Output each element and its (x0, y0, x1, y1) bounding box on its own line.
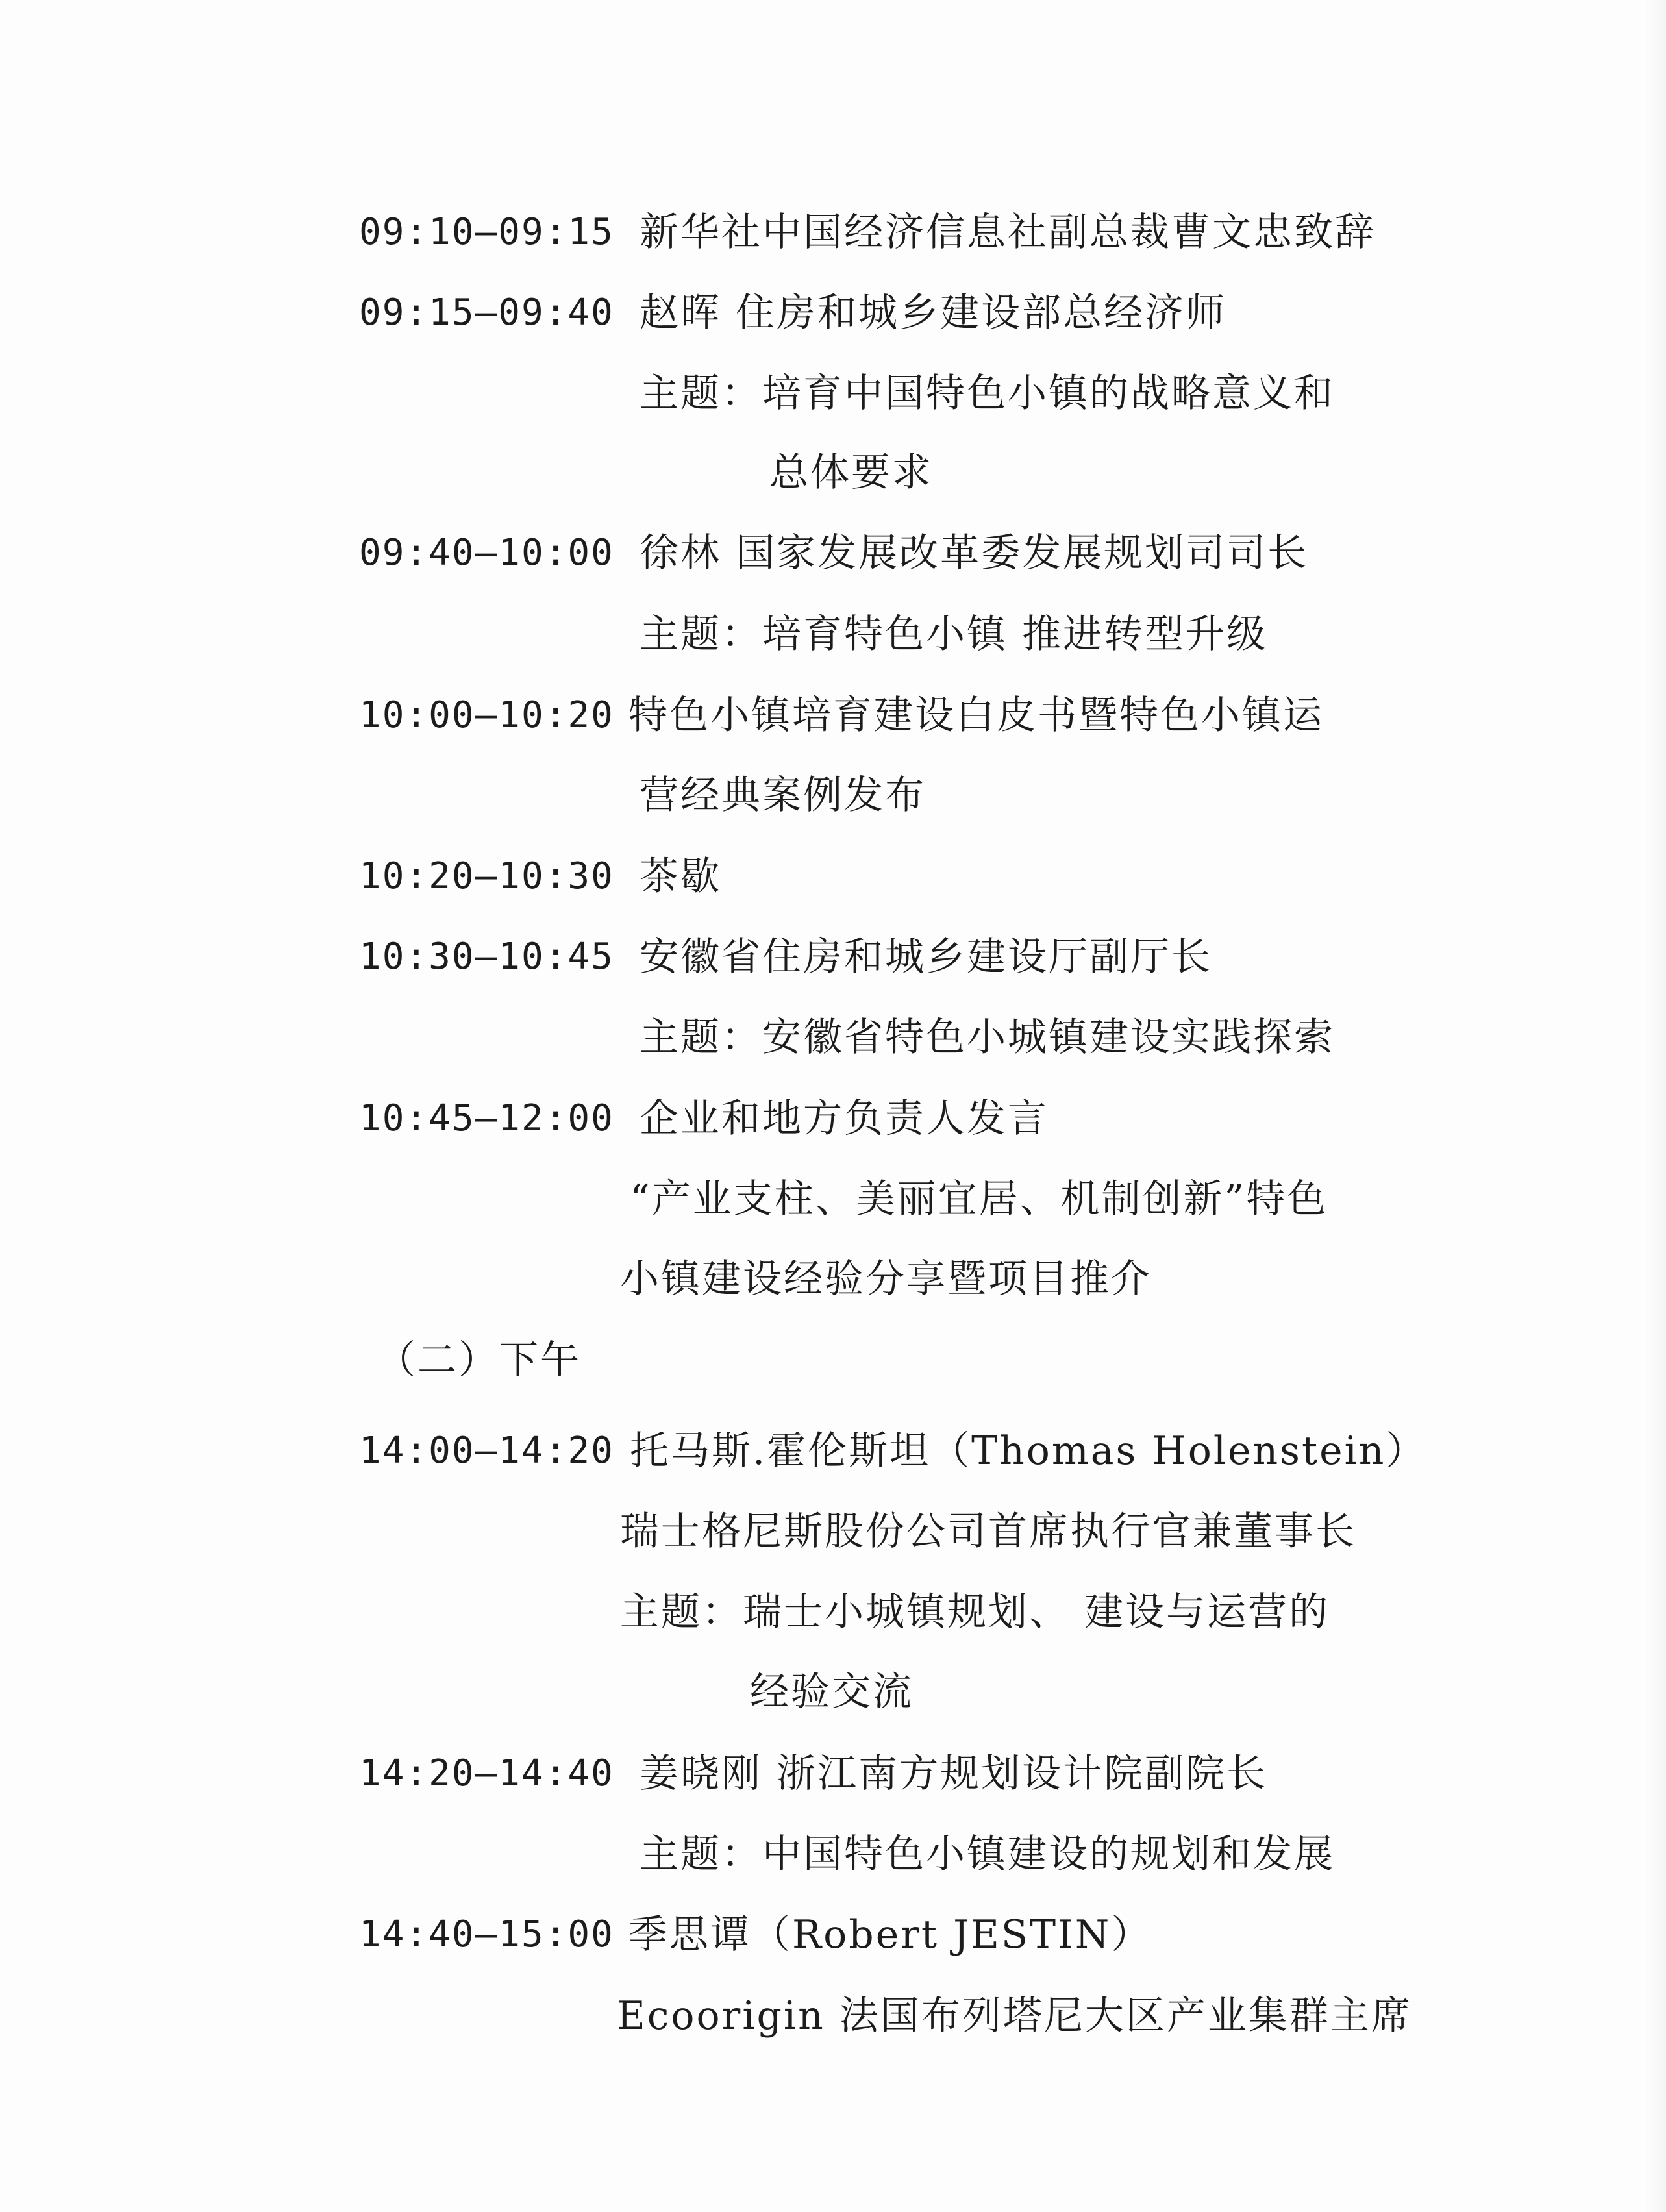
time-0910-0915: 09:10—09:15 (359, 211, 614, 253)
topic-zhaohui: 主题：培育中国特色小镇的战略意义和 (640, 371, 1335, 416)
item-speaker-anhui: 安徽省住房和城乡建设厅副厅长 (640, 934, 1212, 980)
item-tea-break: 茶歇 (640, 854, 721, 899)
item-speaker-holenstein: 托马斯.霍伦斯坦（Thomas Holenstein） (630, 1428, 1427, 1474)
item-whitepaper: 特色小镇培育建设白皮书暨特色小镇运 (628, 693, 1324, 738)
section-heading-afternoon: （二）下午 (377, 1337, 581, 1383)
time-0940-1000: 09:40—10:00 (359, 532, 614, 574)
scan-edge-shadow (1641, 0, 1666, 2212)
item-speaker-xulin: 徐林 国家发展改革委发展规划司司长 (640, 530, 1309, 576)
time-1440-1500: 14:40—15:00 (359, 1913, 614, 1956)
topic-xulin: 主题：培育特色小镇 推进转型升级 (640, 612, 1268, 657)
topic-holenstein-cont: 经验交流 (750, 1669, 914, 1715)
item-speaker-jiangxiaogang: 姜晓刚 浙江南方规划设计院副院长 (640, 1751, 1268, 1796)
item-speaker-jestin: 季思谭（Robert JESTIN） (628, 1912, 1152, 1957)
item-enterprise-speeches: 企业和地方负责人发言 (640, 1096, 1049, 1141)
item-speaker-zhaohui: 赵晖 住房和城乡建设部总经济师 (640, 290, 1227, 336)
time-1000-1020: 10:00—10:20 (359, 694, 614, 736)
role-jestin: Ecoorigin 法国布列塔尼大区产业集群主席 (617, 1993, 1412, 2039)
role-holenstein: 瑞士格尼斯股份公司首席执行官兼董事长 (620, 1509, 1356, 1554)
time-1420-1440: 14:20—14:40 (359, 1752, 614, 1795)
time-1030-1045: 10:30—10:45 (359, 936, 614, 978)
topic-holenstein: 主题：瑞士小城镇规划、 建设与运营的 (620, 1589, 1330, 1635)
time-1045-1200: 10:45—12:00 (359, 1097, 614, 1139)
time-0915-0940: 09:15—09:40 (359, 292, 614, 334)
topic-anhui: 主题：安徽省特色小城镇建设实践探索 (640, 1015, 1335, 1060)
item-enterprise-desc: “产业支柱、美丽宜居、机制创新”特色 (630, 1176, 1328, 1222)
time-1400-1420: 14:00—14:20 (359, 1430, 614, 1472)
topic-jiangxiaogang: 主题：中国特色小镇建设的规划和发展 (640, 1832, 1335, 1877)
time-1020-1030: 10:20—10:30 (359, 855, 614, 897)
topic-zhaohui-cont: 总体要求 (769, 450, 933, 495)
item-whitepaper-cont: 营经典案例发布 (640, 773, 926, 818)
item-enterprise-desc-cont: 小镇建设经验分享暨项目推介 (620, 1256, 1152, 1302)
item-opening-speech: 新华社中国经济信息社副总裁曹文忠致辞 (640, 210, 1376, 255)
